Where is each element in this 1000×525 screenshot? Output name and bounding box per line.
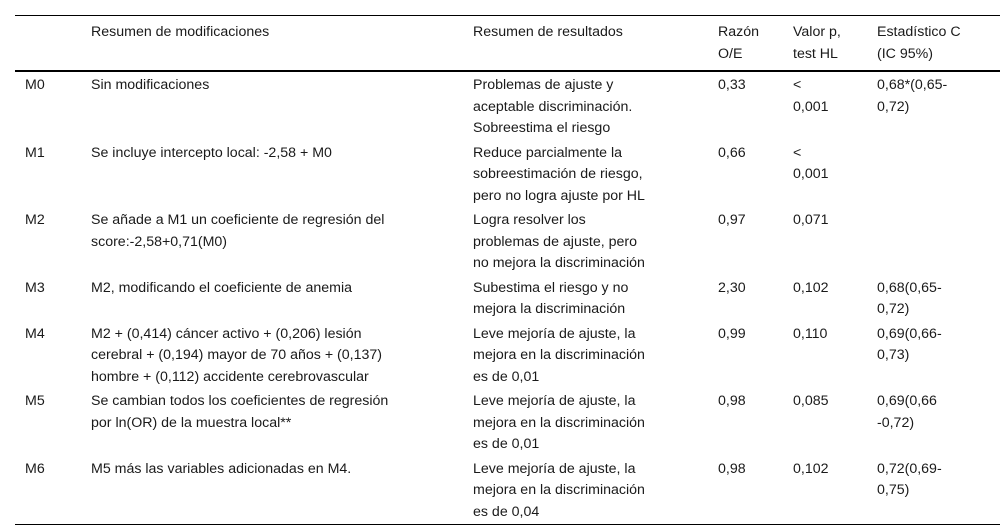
cell-p-value: 0,085 [793, 393, 829, 409]
cell-model: M5 [25, 393, 45, 409]
header-oe-ratio: Razón O/E [718, 24, 760, 62]
table-row [15, 141, 1000, 209]
cell-modifications: Se cambian todos los coeficientes de regresión por ln(OR) de la muestra local** [91, 393, 389, 431]
cell-p-value: 0,110 [793, 325, 828, 342]
cell-c-statistic: 0,68*(0,65- 0,72) [877, 77, 948, 115]
cell-model: M6 [25, 460, 45, 477]
cell-modifications: M2, modificando el coeficiente de anemia [91, 279, 353, 296]
cell-c-statistic: 0,69(0,66 -0,72) [877, 393, 937, 431]
cell-modifications: Se añade a M1 un coeficiente de regresión del score:-2,58+0,71(M0) [91, 212, 385, 250]
table-row [15, 389, 1000, 457]
cell-results: Problemas de ajuste y aceptable discriminación. Sobreestima el riesgo [473, 77, 633, 136]
cell-results: Leve mejoría de ajuste, la mejora en la discriminación es de 0,01 [473, 393, 645, 452]
cell-modifications: M5 más las variables adicionadas en M4. [91, 460, 352, 477]
header-c-statistic: Estadístico C (IC 95%) [877, 24, 961, 62]
cell-oe-ratio: 0,99 [718, 325, 746, 342]
cell-oe-ratio: 0,98 [718, 393, 746, 409]
table-row [15, 208, 1000, 276]
cell-modifications: Se incluye intercepto local: -2,58 + M0 [91, 144, 332, 161]
header-model [15, 16, 91, 72]
cell-c-statistic [877, 208, 1000, 276]
table-row [15, 276, 1000, 322]
cell-model: M3 [25, 279, 45, 296]
cell-c-statistic: 0,72(0,69- 0,75) [877, 460, 942, 498]
cell-p-value: 0,102 [793, 279, 829, 296]
cell-oe-ratio: 0,33 [718, 77, 746, 93]
cell-p-value: 0,071 [793, 212, 829, 228]
cell-model: M1 [25, 144, 45, 161]
results-table [15, 15, 1000, 525]
cell-model: M0 [25, 77, 45, 93]
cell-modifications: M2 + (0,414) cáncer activo + (0,206) lesión cerebral + (0,194) mayor de 70 años + (0,137) hombre + (0,112) accidente cerebrovascular [91, 325, 383, 385]
cell-results: Logra resolver los problemas de ajuste, pero no mejora la discriminación [473, 212, 645, 271]
table-row [15, 457, 1000, 525]
cell-model: M2 [25, 212, 45, 228]
header-p-value: Valor p, test HL [793, 24, 841, 62]
results-table-container [15, 15, 1000, 525]
table-row [15, 71, 1000, 141]
cell-oe-ratio: 0,66 [718, 144, 746, 161]
cell-c-statistic [877, 141, 1000, 209]
cell-results: Leve mejoría de ajuste, la mejora en la discriminación es de 0,01 [473, 325, 645, 385]
header-row [15, 16, 1000, 72]
header-modifications: Resumen de modificaciones [91, 24, 270, 40]
cell-results: Leve mejoría de ajuste, la mejora en la discriminación es de 0,04 [473, 460, 645, 520]
cell-model: M4 [25, 325, 45, 342]
table-body [15, 71, 1000, 525]
table-row [15, 322, 1000, 390]
cell-c-statistic: 0,68(0,65- 0,72) [877, 279, 942, 317]
cell-c-statistic: 0,69(0,66- 0,73) [877, 325, 942, 363]
cell-results: Subestima el riesgo y no mejora la discriminación [473, 279, 629, 317]
cell-p-value: < 0,001 [793, 77, 829, 115]
cell-p-value: < 0,001 [793, 144, 829, 182]
cell-oe-ratio: 0,98 [718, 460, 746, 477]
cell-p-value: 0,102 [793, 460, 829, 477]
cell-modifications: Sin modificaciones [91, 77, 210, 93]
cell-oe-ratio: 2,30 [718, 279, 746, 296]
header-results: Resumen de resultados [473, 24, 623, 40]
table-header [15, 16, 1000, 72]
cell-oe-ratio: 0,97 [718, 212, 746, 228]
cell-results: Reduce parcialmente la sobreestimación de riesgo, pero no logra ajuste por HL [473, 144, 645, 204]
